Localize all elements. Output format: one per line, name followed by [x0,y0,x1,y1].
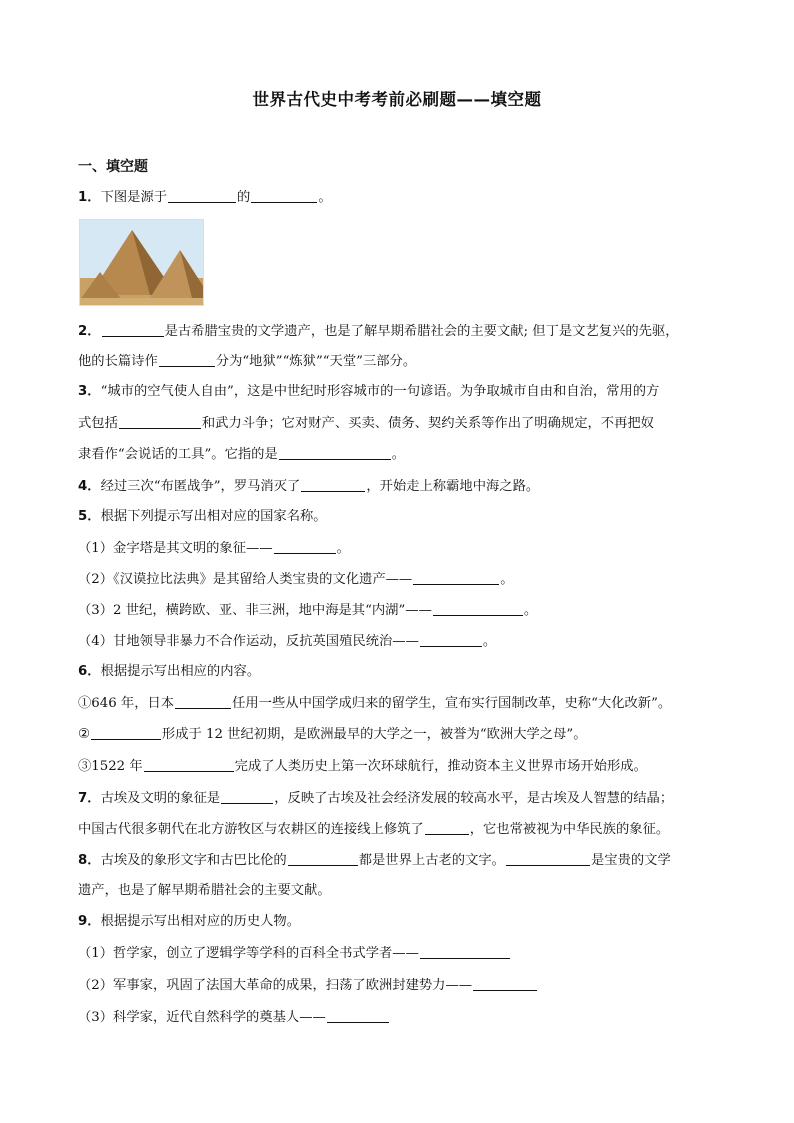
answer-blank[interactable] [279,445,391,460]
answer-blank[interactable] [168,188,236,203]
answer-blank[interactable] [327,1008,389,1023]
question-5-item-3: （3）2 世纪，横跨欧、亚、非三洲，地中海是其“内湖”—— 。 [78,603,538,618]
question-6: 6．根据提示写出相应的内容。 [78,664,261,679]
question-number: 2． [78,324,101,339]
question-number: 1． [78,190,101,205]
question-6-item-3: ③1522 年 完成了人类历史上第一次环球航行，推动资本主义世界市场开始形成。 [78,759,647,774]
question-7: 7．古埃及文明的象征是 ，反映了古埃及社会经济发展的较高水平，是古埃及人智慧的结晶； [78,791,674,806]
answer-blank[interactable] [221,789,273,804]
question-number: 5． [78,509,101,524]
question-3: 3．“城市的空气使人自由”，这是中世纪时形容城市的一句谚语。为争取城市自由和自治，常用的方 [78,384,660,399]
answer-blank[interactable] [251,188,317,203]
question-6-item-2: ② 形成于 12 世纪初期，是欧洲最早的大学之一，被誉为“欧洲大学之母”。 [78,727,587,742]
answer-blank[interactable] [425,820,469,835]
question-4: 4．经过三次“布匿战争”，罗马消灭了 ，开始走上称霸地中海之路。 [78,479,540,494]
answer-blank[interactable] [420,632,482,647]
answer-blank[interactable] [175,694,231,709]
question-8-line-2: 遗产，也是了解早期希腊社会的主要文献。 [78,883,331,898]
question-9: 9．根据提示写出相对应的历史人物。 [78,914,301,929]
question-5: 5．根据下列提示写出相对应的国家名称。 [78,509,327,524]
question-number: 9． [78,914,101,929]
question-6-item-1: ①646 年，日本 任用一些从中国学成归来的留学生，宣布实行国制改革，史称“大化改新”。 [78,696,672,711]
question-9-item-1: （1）哲学家，创立了逻辑学等学科的百科全书式学者—— [78,944,511,963]
question-9-item-3: （3）科学家，近代自然科学的奠基人—— [78,1008,390,1027]
answer-blank[interactable] [433,601,523,616]
answer-blank[interactable] [506,851,590,866]
section-heading: 一、填空题 [78,159,148,175]
question-5-item-2: （2）《汉谟拉比法典》是其留给人类宝贵的文化遗产—— 。 [78,572,514,587]
question-7-line-2: 中国古代很多朝代在北方游牧区与农耕区的连接线上修筑了 ，它也常被视为中华民族的象征。 [78,822,670,837]
question-3-line-3: 隶看作“会说话的工具”。它指的是 。 [78,447,406,462]
question-number: 6． [78,664,101,679]
question-9-item-2: （2）军事家，巩固了法国大革命的成果，扫荡了欧洲封建势力—— [78,976,538,995]
question-8: 8．古埃及的象形文字和古巴比伦的 都是世界上古老的文字。 是宝贵的文学 [78,853,671,868]
question-number: 4． [78,479,101,494]
answer-blank[interactable] [119,414,201,429]
answer-blank[interactable] [91,725,161,740]
question-5-item-1: （1）金字塔是其文明的象征—— 。 [78,541,350,556]
answer-blank[interactable] [301,477,365,492]
document-title: 世界古代史中考考前必刷题——填空题 [252,90,542,109]
question-5-item-4: （4）甘地领导非暴力不合作运动，反抗英国殖民统治—— 。 [78,634,497,649]
answer-blank[interactable] [102,322,164,337]
pyramid-image [79,219,204,306]
answer-blank[interactable] [144,757,234,772]
question-3-line-2: 式包括 和武力斗争；它对财产、买卖、债务、契约关系等作出了明确规定，不再把奴 [78,416,654,431]
question-2: 2． 是古希腊宝贵的文学遗产，也是了解早期希腊社会的主要文献; 但丁是文艺复兴的先驱， [78,324,679,339]
answer-blank[interactable] [288,851,358,866]
answer-blank[interactable] [159,352,215,367]
answer-blank[interactable] [413,570,499,585]
question-number: 3． [78,384,101,399]
answer-blank[interactable] [274,539,336,554]
question-number: 7． [78,791,101,806]
answer-blank[interactable] [420,944,510,959]
question-2-line-2: 他的长篇诗作 分为“地狱”“炼狱”“天堂”三部分。 [78,354,417,369]
answer-blank[interactable] [473,976,537,991]
question-1: 1．下图是源于 的 。 [78,190,332,205]
question-number: 8． [78,853,101,868]
